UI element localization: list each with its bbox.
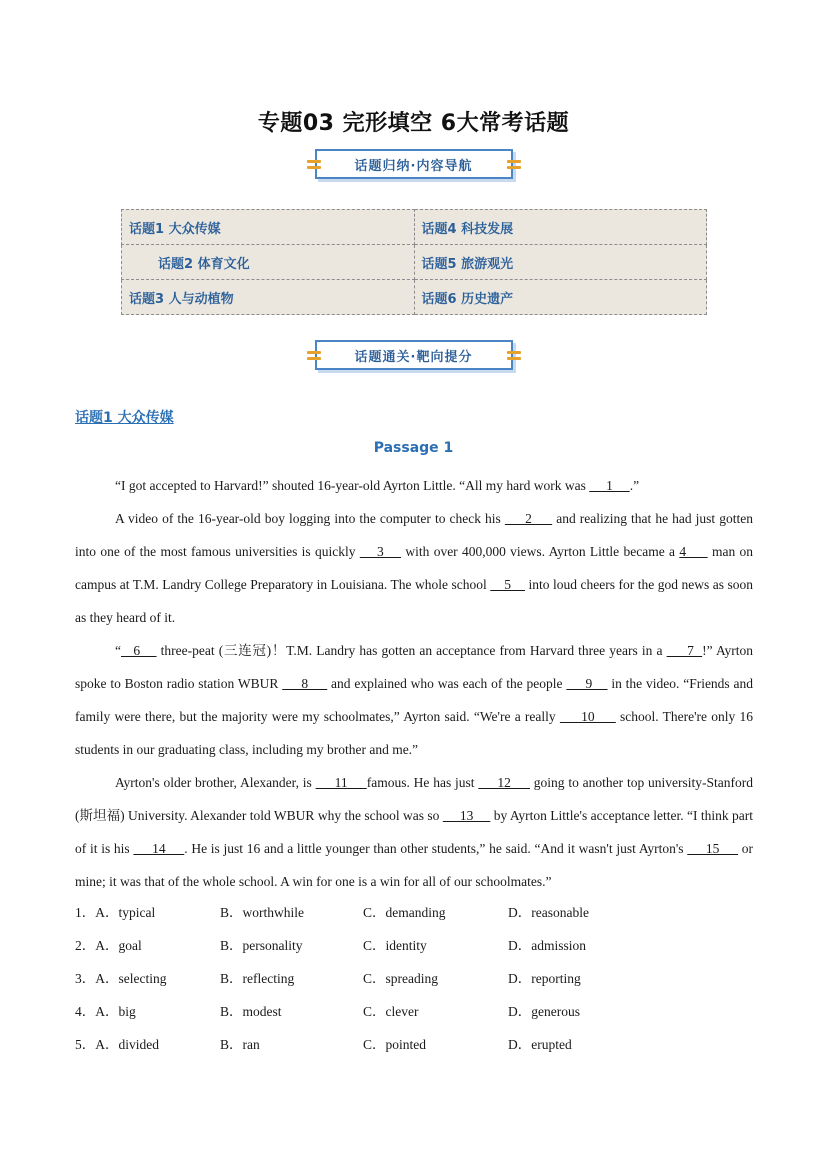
option-c: C．demanding (363, 905, 446, 920)
topic-cell: 话题3 人与动植物 (122, 280, 415, 315)
passage-title: Passage 1 (373, 440, 454, 456)
option-c: C．clever (363, 1004, 419, 1019)
practice-banner (315, 340, 513, 370)
topic-cell: 话题5 旅游观光 (414, 245, 707, 280)
passage-paragraph: Ayrton's older brother, Alexander, is 11 famous. He has just 12 going to another top university-Stanford (斯坦福) University. Alexander told WBUR why the school was so 13 by Ayrton Little's acceptance letter. “I think part of it is his 14 . He is just 16 and a little younger than other students,” he said. “And it wasn't just Ayrton's 15 or mine; it was that of the whole school. A win for one is a win for all of our schoolmates.” (75, 775, 754, 889)
option-d: D．admission (508, 938, 587, 953)
option-b: B．ran (220, 1037, 260, 1052)
option-row (75, 1032, 753, 1065)
topic-row (122, 210, 707, 245)
option-d: D．reasonable (508, 905, 589, 920)
nav-banner-label: 话题归纳·内容导航 (354, 158, 473, 174)
topic-cell: 话题6 历史遗产 (414, 280, 707, 315)
options-list (75, 900, 753, 1065)
topic-cell: 话题2 体育文化 (122, 245, 415, 280)
practice-banner-label: 话题通关·靶向提分 (354, 349, 473, 365)
passage-paragraph: “I got accepted to Harvard!” shouted 16-year-old Ayrton Little. “All my hard work was 1 .” (115, 478, 640, 493)
option-a: 3．A．selecting (75, 971, 167, 986)
option-row (75, 999, 753, 1032)
option-c: C．identity (363, 938, 427, 953)
option-b: B．personality (220, 938, 303, 953)
page-title: 专题03 完形填空 6大常考话题 (257, 111, 570, 136)
option-a: 2．A．goal (75, 938, 142, 953)
option-c: C．pointed (363, 1037, 426, 1052)
option-b: B．worthwhile (220, 905, 304, 920)
topic-table (121, 209, 707, 315)
option-row (75, 933, 753, 966)
option-d: D．reporting (508, 971, 581, 986)
banner-deco-icon (507, 349, 521, 363)
option-c: C．spreading (363, 971, 438, 986)
topic-cell: 话题1 大众传媒 (122, 210, 415, 245)
passage-paragraph: A video of the 16-year-old boy logging into the computer to check his 2 and realizing that he had just gotten into one of the most famous universities is quickly 3 with over 400,000 views. Ayrton Little became a 4 man on campus at T.M. Landry College Preparatory in Louisiana. The whole school 5 into loud cheers for the god news as soon as they heard of it. (75, 511, 754, 625)
passage-body (75, 469, 753, 898)
banner-deco-icon (307, 158, 321, 172)
option-row (75, 966, 753, 999)
topic-row (122, 280, 707, 315)
option-a: 5．A．divided (75, 1037, 159, 1052)
option-row (75, 900, 753, 933)
option-d: D．generous (508, 1004, 580, 1019)
passage-paragraph: “ 6 three-peat (三连冠)！T.M. Landry has gotten an acceptance from Harvard three years in a 7 !” Ayrton spoke to Boston radio station WBUR 8 and explained who was each of the people 9 in the video. “Friends and family were there, but the majority were my schoolmates,” Ayrton said. “We're a really 10 school. There're only 16 students in our graduating class, including my brother and me.” (75, 643, 754, 757)
option-a: 1．A．typical (75, 905, 156, 920)
nav-banner (315, 149, 513, 179)
banner-deco-icon (507, 158, 521, 172)
option-d: D．erupted (508, 1037, 572, 1052)
section-heading: 话题1 大众传媒 (75, 410, 174, 426)
topic-cell: 话题4 科技发展 (414, 210, 707, 245)
option-b: B．reflecting (220, 971, 295, 986)
option-a: 4．A．big (75, 1004, 136, 1019)
banner-deco-icon (307, 349, 321, 363)
topic-row (122, 245, 707, 280)
option-b: B．modest (220, 1004, 282, 1019)
